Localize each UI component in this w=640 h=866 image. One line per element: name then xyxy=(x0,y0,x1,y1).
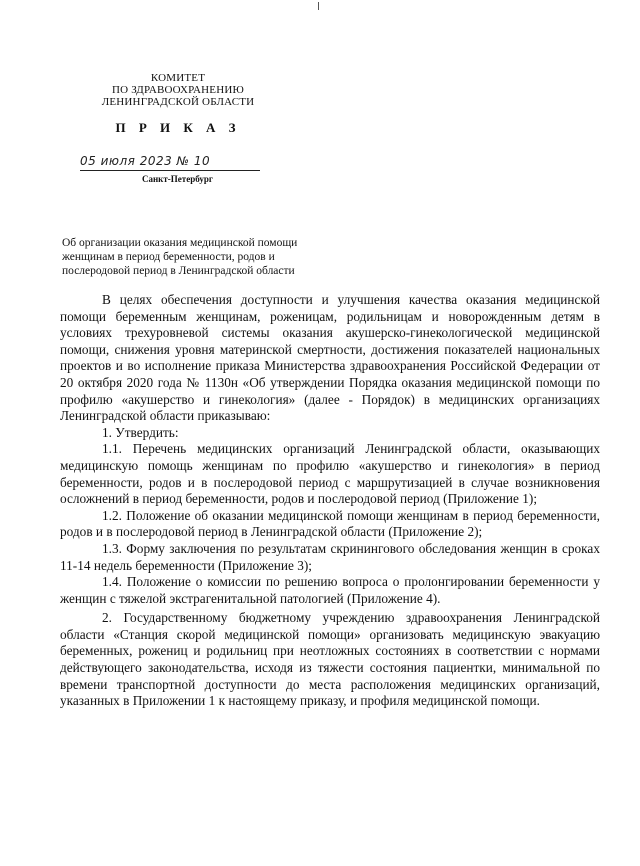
document-type: П Р И К А З xyxy=(115,120,241,135)
item-1-1: 1.1. Перечень медицинских организаций Ленинградской области, оказывающих медицинскую помощь женщинам по профилю «акушерство и гинекология» в период беременности, родов и в послеродовой период с маршрутизацией в случае возникновения осложнений в период беременности, родов и послеродовой период (Приложение 1); xyxy=(60,441,600,507)
item-1: 1. Утвердить: xyxy=(102,424,179,440)
subject-line-3: послеродовой период в Ленинградской области xyxy=(62,265,295,277)
scan-mark xyxy=(318,2,325,10)
item-2: 2. Государственному бюджетному учреждению здравоохранения Ленинградской области «Станция скорой медицинской помощи» организовать медицинскую эвакуацию беременных, рожениц и родильниц при неотложных состояниях в соответствии с нормами действующего законодательства, исходя из тяжести состояния пациентки, минимальной по времени транспортной доступности до места расположения медицинских организаций, указанных в Приложении 1 к настоящему приказу, и профиля медицинской помощи. xyxy=(60,610,600,709)
item-1-2: 1.2. Положение об оказании медицинской помощи женщинам в период беременности, родов и в послеродовой период в Ленинградской области (Приложение 2); xyxy=(60,507,600,540)
item-1-4: 1.4. Положение о комиссии по решению вопроса о пролонгировании беременности у женщин с тяжелой экстрагенитальной патологией (Приложение 4). xyxy=(60,574,600,606)
order-body xyxy=(60,292,600,710)
subject-line-1: Об организации оказания медицинской помощи xyxy=(62,237,298,249)
issuer-line-1: КОМИТЕТ xyxy=(150,72,206,84)
subject-line-2: женщинам в период беременности, родов и xyxy=(62,251,275,263)
issuer-line-3: ЛЕНИНГРАДСКОЙ ОБЛАСТИ xyxy=(101,96,255,108)
issue-place: Санкт-Петербург xyxy=(142,174,213,184)
date-underline xyxy=(80,170,260,171)
issuer-header xyxy=(88,72,268,108)
preamble-paragraph: В целях обеспечения доступности и улучшения качества оказания медицинской помощи беременным женщинам, роженицам, родильницам и новорожденным детям в условиях трехуровневой системы оказания акушерско-гинекологической медицинской помощи, снижения уровня материнской смертности, достижения показателей национальных проектов и во исполнение приказа Министерства здравоохранения Российской Федерации от 20 октября 2020 года № 1130н «Об утверждении Порядка оказания медицинской помощи по профилю «акушерство и гинекология» (далее - Порядок) в медицинских организациях Ленинградской области приказываю: xyxy=(60,292,600,424)
date-number-field xyxy=(80,154,260,172)
issuer-line-2: ПО ЗДРАВООХРАНЕНИЮ xyxy=(111,84,245,96)
handwritten-date-number: 05 июля 2023 № 10 xyxy=(80,154,211,168)
item-1-3: 1.3. Форму заключения по результатам скринингового обследования женщин в сроках 11-14 недель беременности (Приложение 3); xyxy=(60,540,600,573)
order-subject xyxy=(62,236,332,278)
